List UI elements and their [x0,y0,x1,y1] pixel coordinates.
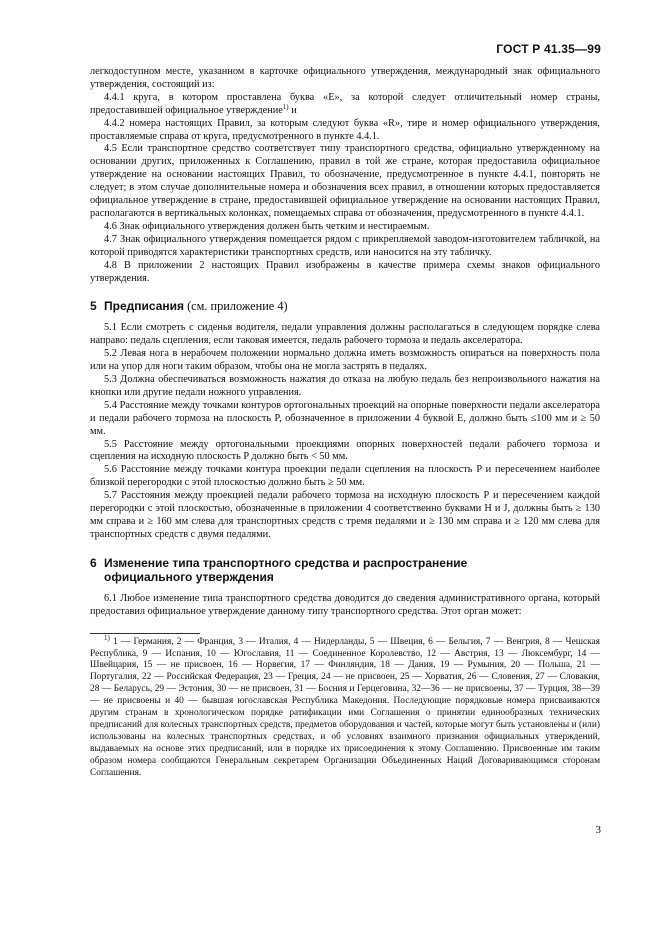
paragraph-4-4-1-tail: и [288,104,297,116]
footnote-text: 1 — Германия, 2 — Франция, 3 — Италия, 4 — Нидерланды, 5 — Швеция, 6 — Бельгия, 7 — Венгрия, 8 — Чешская Республика, 9 — Испания, 10 — Югославия, 11 — Соединенное Королевство, 12 — Австрия, 13 — Люксембург, 14 — Швейцария, 15 — не присвоен, 16 — Норвегия, 17 — Финляндия, 18 — Дания, 19 — Румыния, 20 — Польша, 21 — Португалия, 22 — Российская Федерация, 23 — Греция, 24 — не присвоен, 25 — Хорватия, 26 — Словения, 27 — Словакия, 28 — Беларусь, 29 — Эстония, 30 — не присвоен, 31 — Босния и Герцеговина, 32—36 — не присвоены, 37 — Турция, 38—39 — не присвоены и 40 — бывшая югославская Республика Македония. Последующие порядковые номера присваиваются другим странам в хронологическом порядке ратификации ими Соглашения о принятии единообразных технических предписаний для колесных транспортных средств, предметов оборудования и частей, которые могут быть установлены и (или) использованы на колесных транспортных средствах, и об условиях взаимного признания официальных утверждений, выдаваемых на основе этих предписаний, или в порядке их присоединения к этому Соглашению. Присвоенные им таким образом номера сообщаются Генеральным секретарем Организации Объединенных Наций Договаривающимся сторонам Соглашения. [90,636,600,778]
section-5-title: Предписания [104,299,184,314]
page-number: 3 [595,824,601,836]
paragraph-5-1: 5.1 Если смотреть с сиденья водителя, педали управления должны располагаться в следующем порядке слева направо: педаль сцепления, если таковая имеется, педаль рабочего тормоза и педаль акселератора. [90,322,600,347]
paragraph-4-7: 4.7 Знак официального утверждения помещается рядом с прикрепляемой заводом-изготовителем табличкой, на которой приводятся характеристики транспортных средств, или наносится на эту табличку. [90,233,600,258]
paragraph-4-4-1-text: 4.4.1 круга, в котором проставлена буква «E», за которой следует отличительный номер страны, предоставившей официальное утверждение [90,91,600,116]
paragraph-5-7: 5.7 Расстояния между проекцией педали рабочего тормоза на исходную плоскость P и пересечением каждой перегородки с этой плоскостью, обозначенные в приложении 4 соответственно буквами H и J, должны быть ≥ 130 мм справа и ≥ 160 мм слева для транспортных средств с тремя педалями и ≥ 130 мм справа и ≥ 120 мм слева для транспортных средств с двумя педалями. [90,490,600,540]
footnote [90,633,600,780]
paragraph-5-4: 5.4 Расстояние между точками контуров ортогональных проекций на опорные поверхности педали акселератора и педали рабочего тормоза на плоскость P, обозначенное в приложении 4 буквой E, должно быть ≤100 мм и ≥ 50 мм. [90,399,600,437]
section-6-heading [90,556,600,584]
section-6-title-line1: Изменение типа транспортного средства и распространение [104,555,468,570]
paragraph-4-5: 4.5 Если транспортное средство соответствует типу транспортного средства, официально утвержденному на основании других, приложенных к Соглашению, правил в той же стране, которая предоставила официальное утверждение на основании настоящих Правил, то обозначение, предусмотренное в пункте 4.4.1, повторять не следует; в этом случае дополнительные номера и обозначения всех правил, в отношении которых предоставляется официальное утверждение в стране, предоставившей официальное утверждение на основании настоящих Правил, располагаются в вертикальных колонках, помещаемых справа от обозначения, предусмотренного в пункте 4.4.1. [90,143,600,219]
section-6-title-line2: официального утверждения [104,569,274,584]
section-6-number: 6 [90,555,97,570]
paragraph-5-5: 5.5 Расстояние между ортогональными проекциями опорных поверхностей педали рабочего тормоза и сцепления на исходную плоскость P должно быть < 50 мм. [90,438,600,463]
paragraph-6-1: 6.1 Любое изменение типа транспортного средства доводится до сведения административного органа, который предоставил официальное утверждение данному типу транспортного средства. Этот орган может: [90,592,600,617]
footnote-ref[interactable]: 1) [282,102,289,111]
paragraph-4-6: 4.6 Знак официального утверждения должен быть четким и нестираемым. [104,220,430,232]
section-5-note: (см. приложение 4) [184,299,288,314]
section-5-number: 5 [90,299,97,314]
paragraph-4-4-2: 4.4.2 номера настоящих Правил, за которым следуют буква «R», тире и номер официального утверждения, проставляемые справа от круга, предусмотренного в пункте 4.4.1. [90,117,600,142]
paragraph-5-3: 5.3 Должна обеспечиваться возможность нажатия до отказа на любую педаль без непроизвольного нажатия на кнопки или другие педали ножного управления. [90,374,600,398]
section-5-heading [90,299,600,313]
document-body [90,66,600,780]
paragraph-5-2: 5.2 Левая нога в нерабочем положении нормально должна иметь возможность опираться на поверхность пола или на упор для ноги таким образом, чтобы она не могла застрять в педалях. [90,348,600,373]
page-header-doc-code: ГОСТ Р 41.35—99 [496,42,601,56]
paragraph-4-4-cont: легкодоступном месте, указанном в карточке официального утверждения, международный знак официального утверждения, состоящий из: [90,66,600,90]
paragraph-5-6: 5.6 Расстояние между точками контура проекции педали сцепления на плоскость P и пересечением наиболее близкой перегородки с этой плоскостью должно быть ≥ 50 мм. [90,464,600,489]
paragraph-4-8: 4.8 В приложении 2 настоящих Правил изображены в качестве примера схемы знаков официального утверждения. [90,259,600,284]
paragraph-4-4-1 [90,92,600,118]
footnote-mark: 1) [104,633,110,642]
